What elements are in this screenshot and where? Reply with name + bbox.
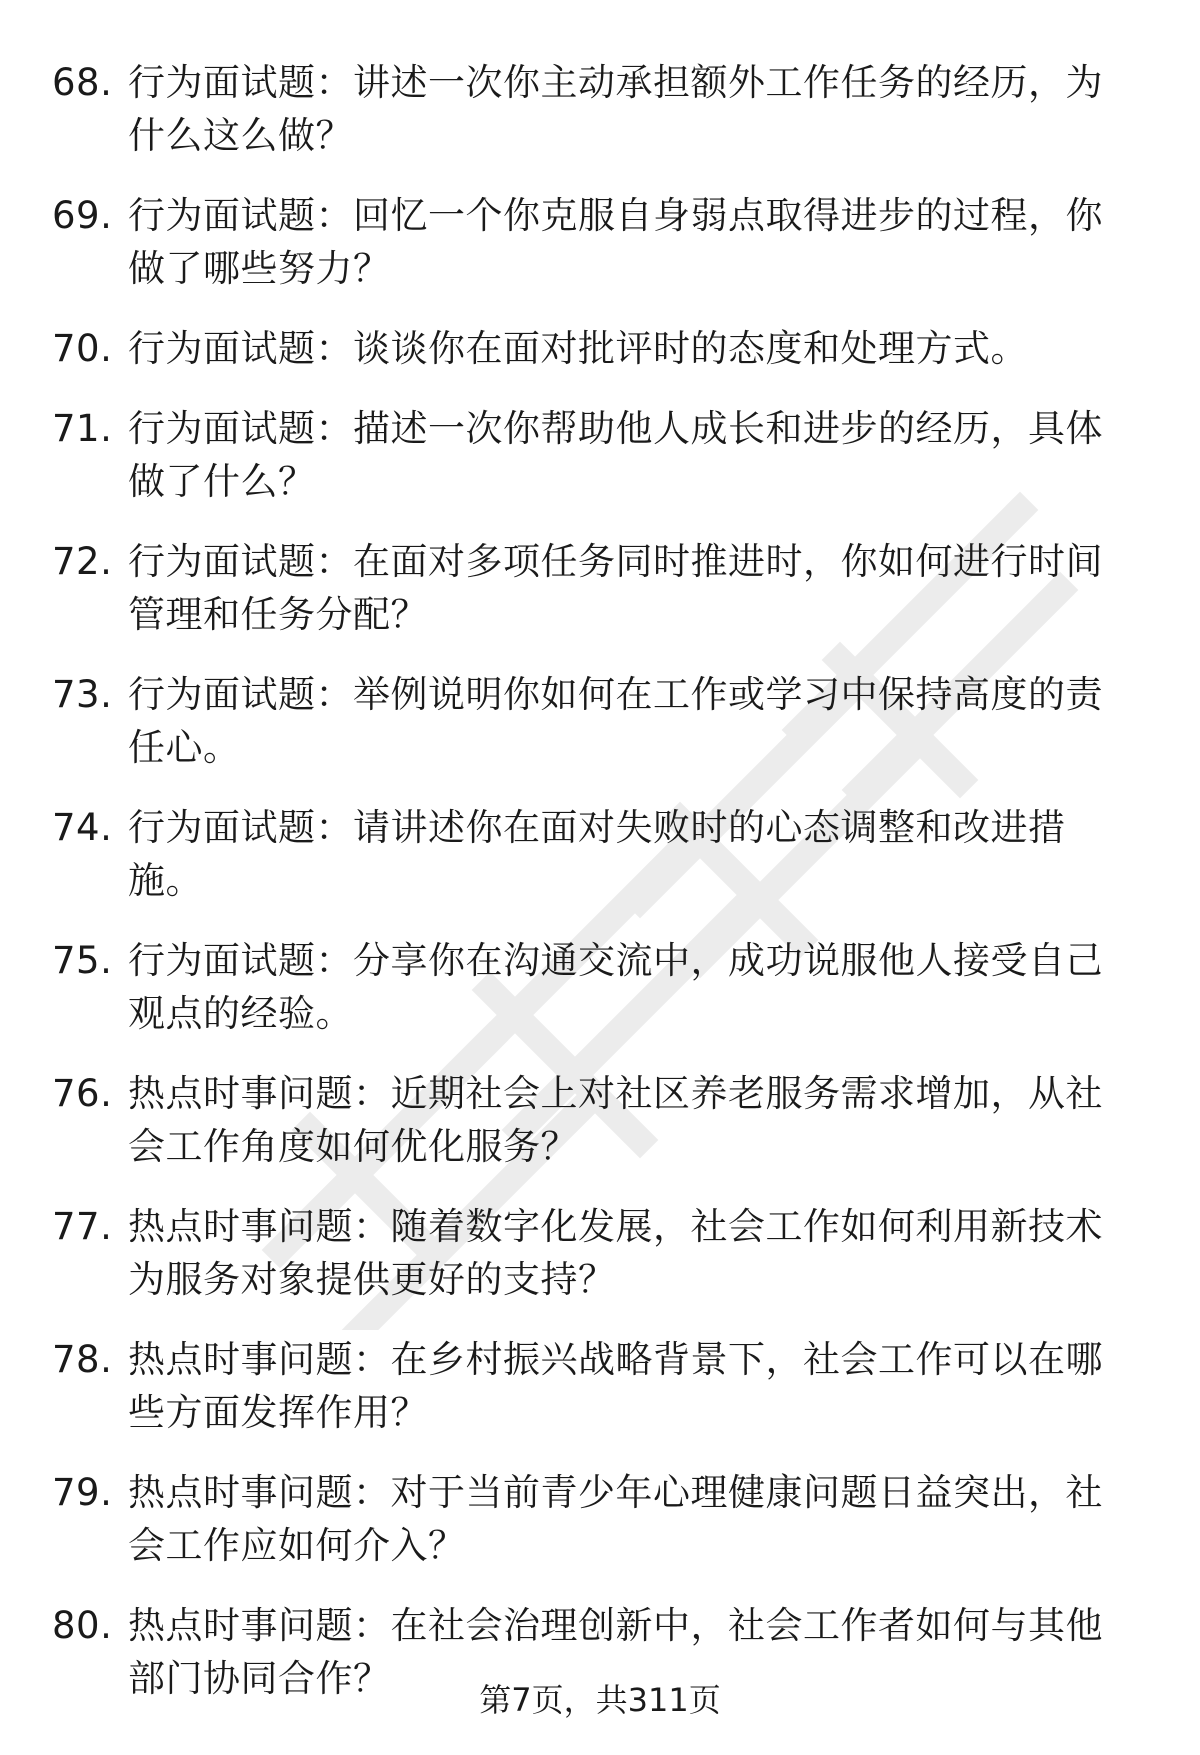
question-item-77 xyxy=(0,1200,1200,1306)
question-text: 行为面试题：回忆一个你克服自身弱点取得进步的过程，你做了哪些努力？ xyxy=(128,194,1103,290)
question-item-72 xyxy=(0,535,1200,641)
question-item-69 xyxy=(0,189,1200,295)
question-text: 行为面试题：举例说明你如何在工作或学习中保持高度的责任心。 xyxy=(128,673,1103,769)
question-number: 80. xyxy=(52,1604,113,1647)
question-number: 73. xyxy=(52,673,113,716)
question-item-68 xyxy=(0,56,1200,162)
question-text: 行为面试题：请讲述你在面对失败时的心态调整和改进措施。 xyxy=(128,806,1066,902)
question-text: 热点时事问题：随着数字化发展，社会工作如何利用新技术为服务对象提供更好的支持？ xyxy=(128,1205,1103,1301)
question-text: 行为面试题：分享你在沟通交流中，成功说服他人接受自己观点的经验。 xyxy=(128,939,1103,1035)
question-text: 行为面试题：谈谈你在面对批评时的态度和处理方式。 xyxy=(128,327,1028,370)
question-text: 行为面试题：描述一次你帮助他人成长和进步的经历，具体做了什么？ xyxy=(128,407,1103,503)
question-item-73 xyxy=(0,668,1200,774)
question-number: 79. xyxy=(52,1471,113,1514)
question-number: 77. xyxy=(52,1205,113,1248)
question-list xyxy=(0,56,1200,1732)
question-item-70 xyxy=(0,322,1200,375)
question-number: 75. xyxy=(52,939,113,982)
question-number: 76. xyxy=(52,1072,113,1115)
question-item-71 xyxy=(0,402,1200,508)
question-text: 热点时事问题：近期社会上对社区养老服务需求增加，从社会工作角度如何优化服务？ xyxy=(128,1072,1103,1168)
question-text: 热点时事问题：在乡村振兴战略背景下，社会工作可以在哪些方面发挥作用？ xyxy=(128,1338,1103,1434)
page-number-footer: 第7页，共311页 xyxy=(479,1681,721,1719)
question-text: 热点时事问题：在社会治理创新中，社会工作者如何与其他部门协同合作？ xyxy=(128,1604,1103,1700)
question-item-75 xyxy=(0,934,1200,1040)
question-text: 行为面试题：在面对多项任务同时推进时，你如何进行时间管理和任务分配？ xyxy=(128,540,1103,636)
question-item-76 xyxy=(0,1067,1200,1173)
question-number: 72. xyxy=(52,540,113,583)
question-item-78 xyxy=(0,1333,1200,1439)
question-number: 68. xyxy=(52,61,113,104)
question-item-74 xyxy=(0,801,1200,907)
question-number: 69. xyxy=(52,194,113,237)
question-number: 74. xyxy=(52,806,113,849)
question-item-79 xyxy=(0,1466,1200,1572)
question-number: 70. xyxy=(52,327,113,370)
question-text: 行为面试题：讲述一次你主动承担额外工作任务的经历，为什么这么做？ xyxy=(128,61,1103,157)
question-text: 热点时事问题：对于当前青少年心理健康问题日益突出，社会工作应如何介入？ xyxy=(128,1471,1103,1567)
question-number: 71. xyxy=(52,407,113,450)
question-number: 78. xyxy=(52,1338,113,1381)
